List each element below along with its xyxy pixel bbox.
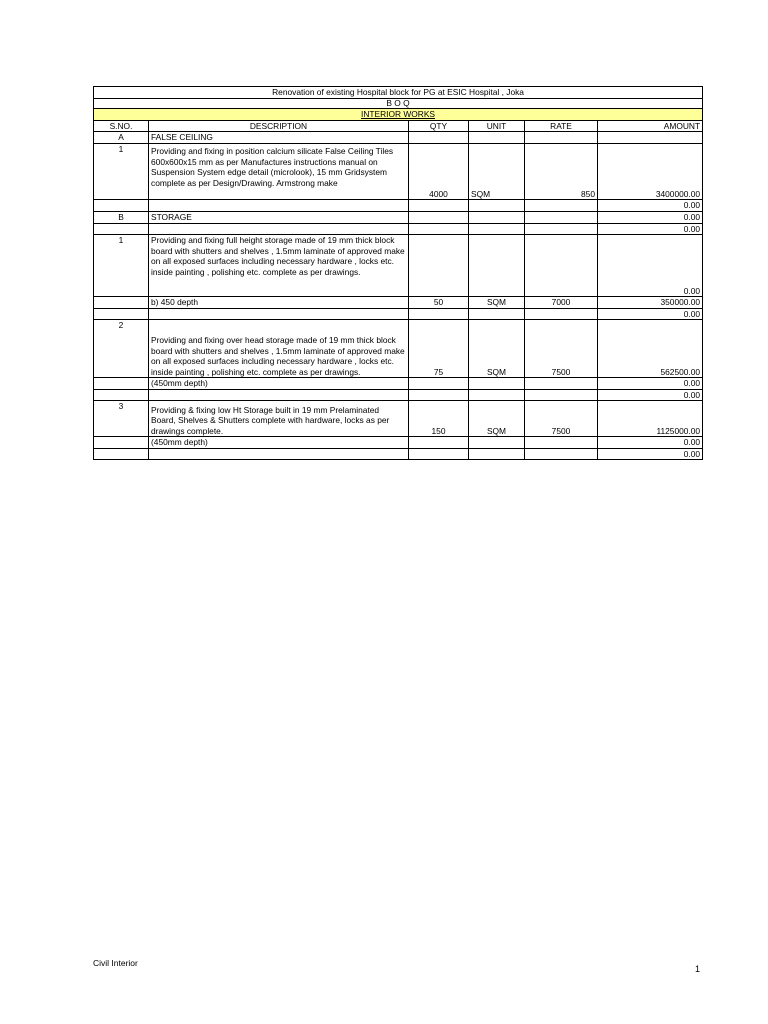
col-amount: AMOUNT	[598, 120, 703, 132]
boq-sheet	[93, 86, 702, 460]
table-row	[94, 401, 703, 437]
cell-description: STORAGE	[149, 211, 409, 223]
title-row	[94, 87, 703, 99]
col-unit: UNIT	[469, 120, 525, 132]
cell-unit: SQM	[469, 297, 525, 309]
table-row	[94, 389, 703, 401]
column-header-row	[94, 120, 703, 132]
cell-description: b) 450 depth	[149, 297, 409, 309]
cell-amount: 0.00	[598, 389, 703, 401]
cell-sno: A	[94, 132, 149, 144]
col-qty: QTY	[409, 120, 469, 132]
cell-amount: 0.00	[598, 437, 703, 449]
cell-description: Providing and fixing in position calcium silicate False Ceiling Tiles 600x600x15 mm as per Manufactures instructions manual on Suspension System edge detail (microlook), 15 mm Gridsystem complete as per Design/Drawing. Armstrong make	[149, 144, 409, 200]
cell-sno: 2	[94, 320, 149, 378]
table-row	[94, 297, 703, 309]
cell-qty: 50	[409, 297, 469, 309]
col-description: DESCRIPTION	[149, 120, 409, 132]
cell-amount: 0.00	[598, 308, 703, 320]
boq-table	[93, 86, 703, 460]
document-subtitle: B O Q	[94, 99, 703, 109]
cell-amount: 1125000.00	[598, 401, 703, 437]
footer-label: Civil Interior	[93, 958, 138, 968]
col-sno: S.NO.	[94, 120, 149, 132]
table-row	[94, 144, 703, 200]
cell-description: FALSE CEILING	[149, 132, 409, 144]
cell-description: Providing and fixing over head storage made of 19 mm thick block board with shutters and shelves , 1.5mm laminate of approved make on all exposed surfaces including necessary hardware , locks etc. inside painting , polishing etc. complete as per drawings.	[149, 320, 409, 378]
cell-amount: 3400000.00	[598, 144, 703, 200]
document-title: Renovation of existing Hospital block for PG at ESIC Hospital , Joka	[94, 87, 703, 99]
cell-qty: 75	[409, 320, 469, 378]
cell-sno: 1	[94, 235, 149, 297]
section-title: INTERIOR WORKS	[94, 109, 703, 121]
cell-rate: 7500	[525, 320, 598, 378]
cell-rate: 7500	[525, 401, 598, 437]
cell-sno: 3	[94, 401, 149, 437]
cell-description: Providing & fixing low Ht Storage built in 19 mm Prelaminated Board, Shelves & Shutters complete with hardware, locks as per drawings complete.	[149, 401, 409, 437]
cell-unit: SQM	[469, 401, 525, 437]
table-row	[94, 200, 703, 212]
cell-amount: 0.00	[598, 235, 703, 297]
table-row	[94, 437, 703, 449]
col-rate: RATE	[525, 120, 598, 132]
cell-amount: 0.00	[598, 200, 703, 212]
cell-description: (450mm depth)	[149, 437, 409, 449]
cell-description: (450mm depth)	[149, 378, 409, 390]
table-row	[94, 211, 703, 223]
cell-rate: 7000	[525, 297, 598, 309]
cell-amount: 0.00	[598, 223, 703, 235]
cell-amount: 0.00	[598, 448, 703, 460]
table-row	[94, 132, 703, 144]
section-row	[94, 109, 703, 121]
cell-sno: B	[94, 211, 149, 223]
table-row	[94, 320, 703, 378]
cell-amount: 0.00	[598, 378, 703, 390]
table-row	[94, 235, 703, 297]
cell-amount: 0.00	[598, 211, 703, 223]
subtitle-row	[94, 99, 703, 109]
cell-unit: SQM	[469, 144, 525, 200]
cell-description: Providing and fixing full height storage made of 19 mm thick block board with shutters and shelves , 1.5mm laminate of approved make on all exposed surfaces including necessary hardware , locks etc. inside painting , polishing etc. complete as per drawings.	[149, 235, 409, 297]
table-row	[94, 378, 703, 390]
cell-unit: SQM	[469, 320, 525, 378]
cell-amount: 562500.00	[598, 320, 703, 378]
cell-qty: 4000	[409, 144, 469, 200]
cell-qty: 150	[409, 401, 469, 437]
table-row	[94, 223, 703, 235]
page-number: 1	[695, 964, 701, 974]
cell-sno: 1	[94, 144, 149, 200]
table-row	[94, 308, 703, 320]
table-row	[94, 448, 703, 460]
cell-amount: 350000.00	[598, 297, 703, 309]
cell-rate: 850	[525, 144, 598, 200]
